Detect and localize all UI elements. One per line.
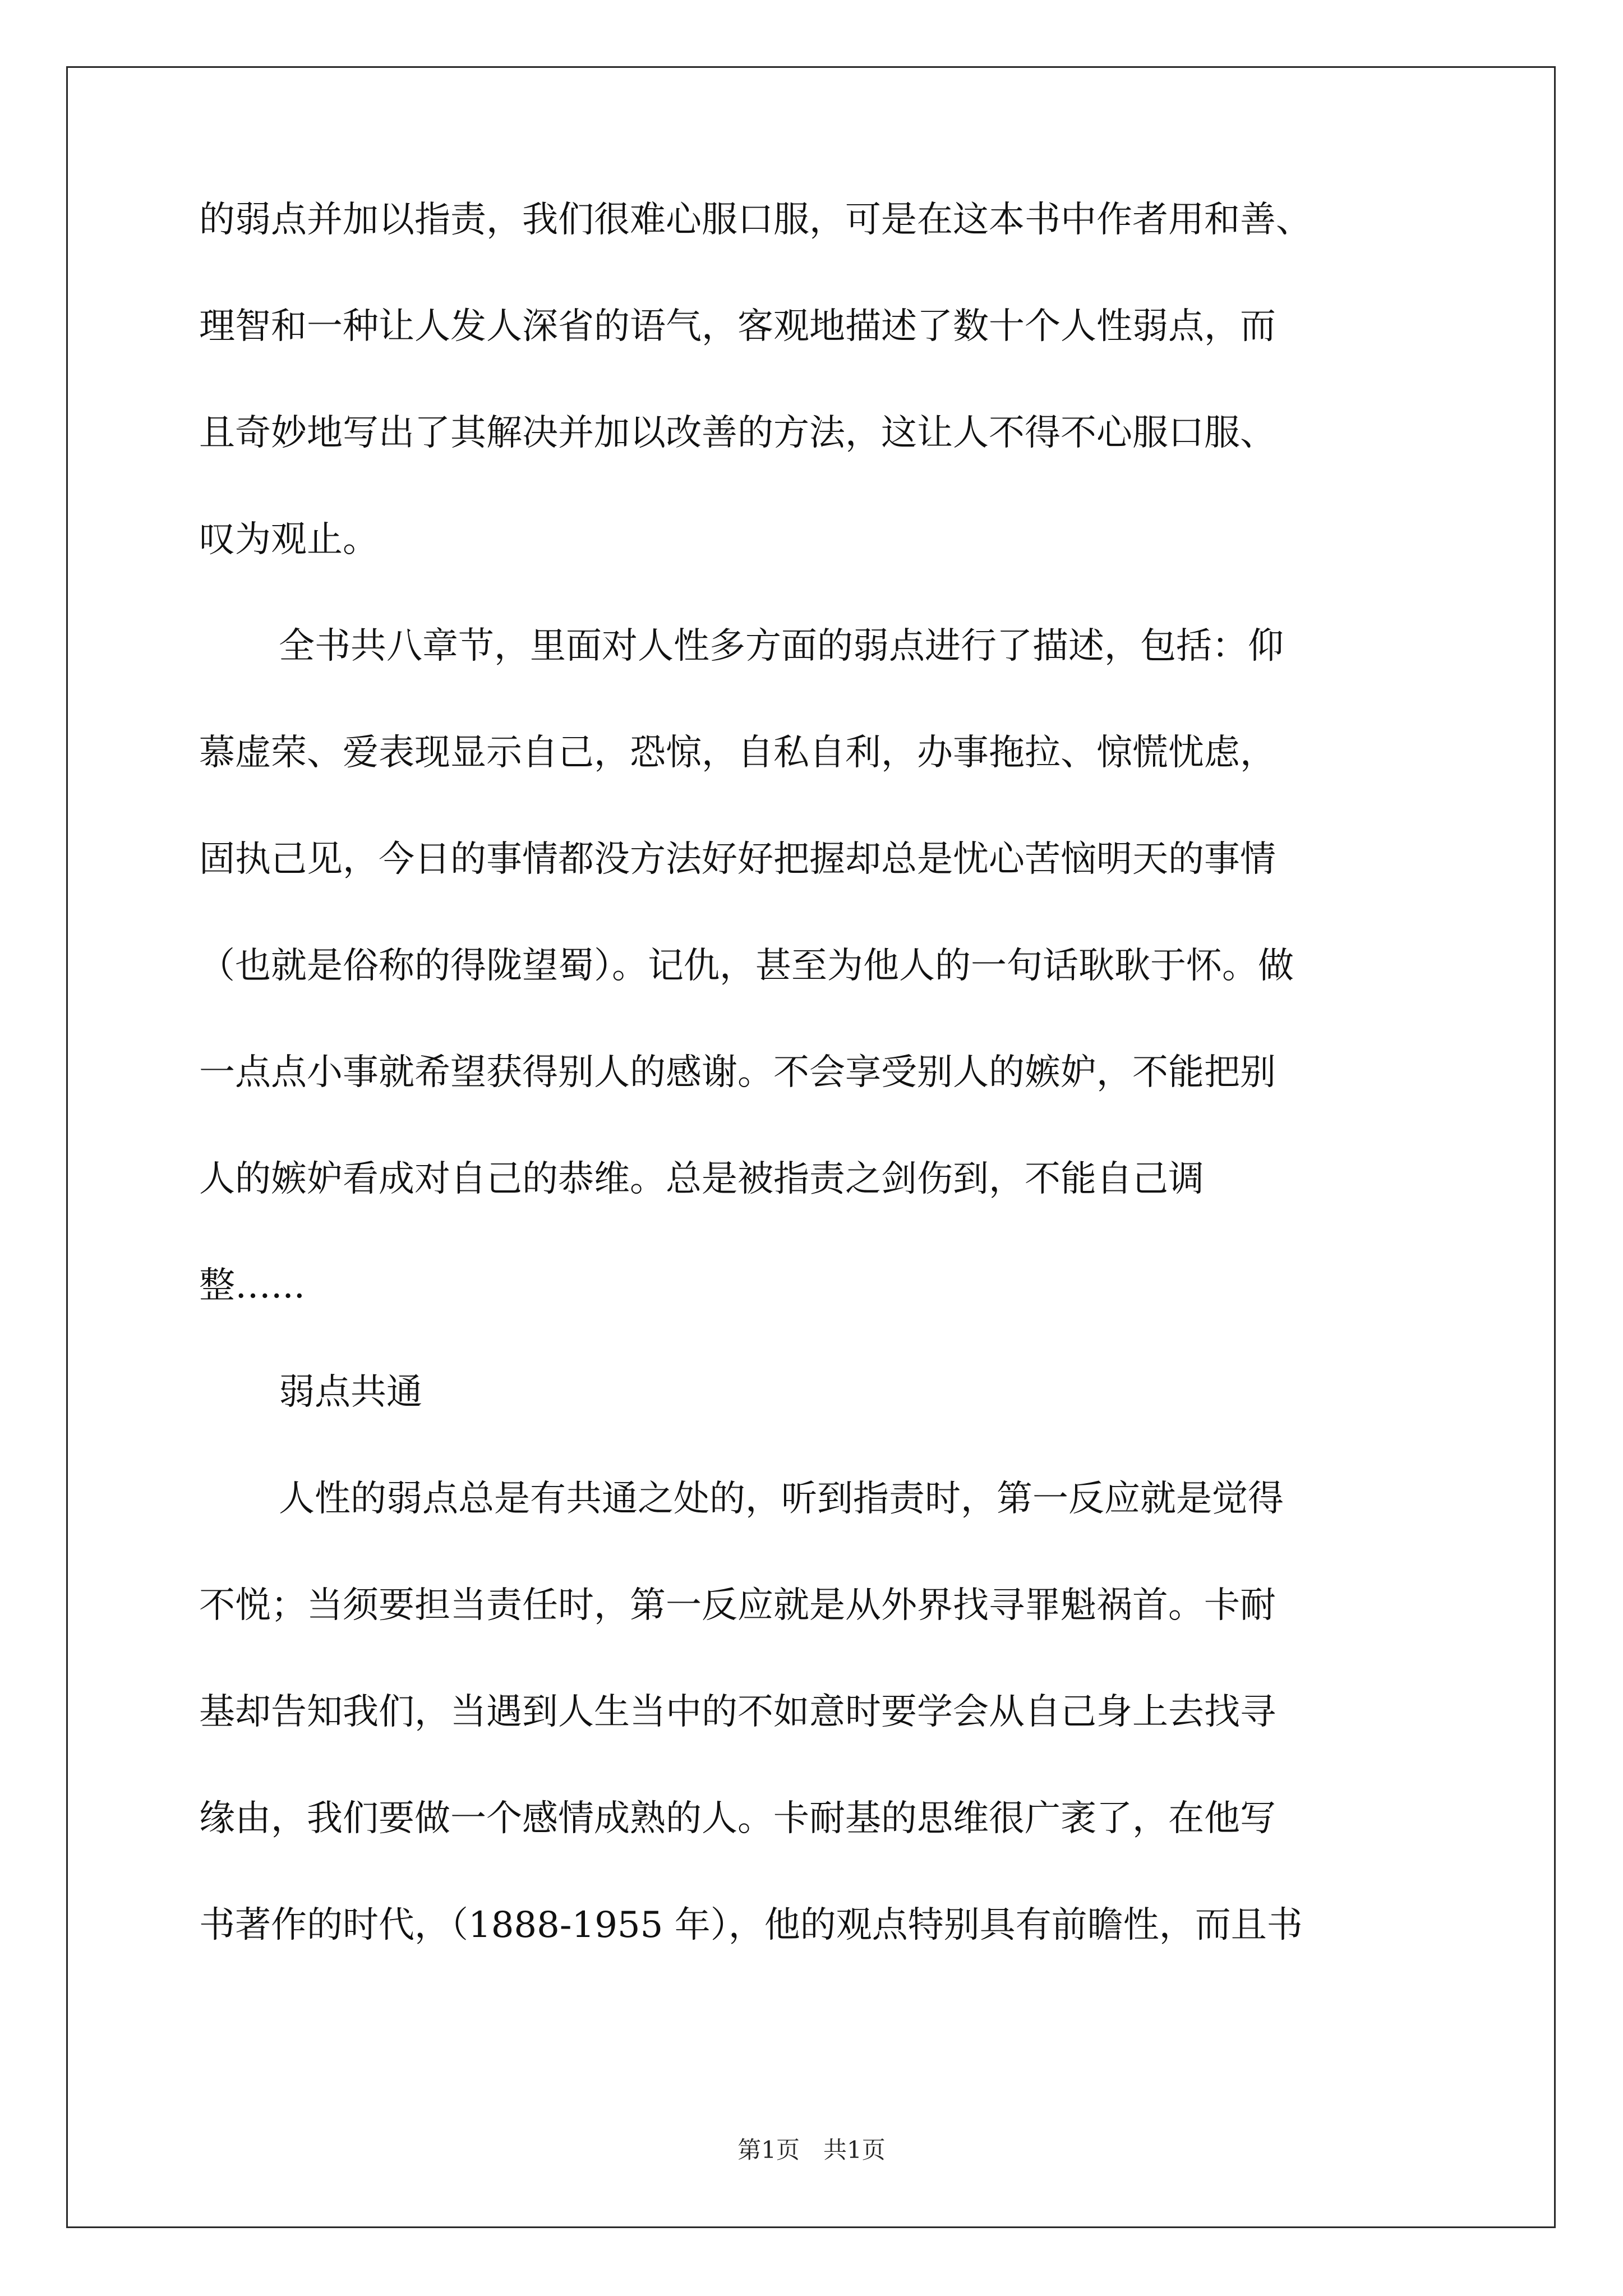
text-line: 整…... [199, 1265, 306, 1306]
section-heading: 弱点共通 [279, 1372, 422, 1413]
page-footer: 第1页 共1页 [737, 2136, 886, 2164]
text-line: 缘由，我们要做一个感情成熟的人。卡耐基的思维很广袤了，在他写 [199, 1798, 1276, 1839]
text-line: （也就是俗称的得陇望蜀）。记仇，甚至为他人的一句话耿耿于怀。做 [199, 945, 1294, 987]
text-line: 一点点小事就希望获得别人的感谢。不会享受别人的嫉妒，不能把别 [199, 1052, 1276, 1093]
text-line: 叹为观止。 [199, 519, 379, 560]
page-border [66, 66, 1556, 2228]
paragraph-first-line: 全书共八章节，里面对人性多方面的弱点进行了描述，包括：仰 [279, 625, 1284, 667]
text-line: 慕虚荣、爱表现显示自己，恐惊，自私自利，办事拖拉、惊慌忧虑， [199, 732, 1276, 774]
text-line: 理智和一种让人发人深省的语气，客观地描述了数十个人性弱点，而 [199, 306, 1276, 347]
text-line: 人的嫉妒看成对自己的恭维。总是被指责之剑伤到，不能自己调 [199, 1158, 1204, 1200]
text-line: 基却告知我们，当遇到人生当中的不如意时要学会从自己身上去找寻 [199, 1691, 1276, 1733]
text-line: 且奇妙地写出了其解决并加以改善的方法，这让人不得不心服口服、 [199, 412, 1276, 454]
paragraph-first-line: 人性的弱点总是有共通之处的，听到指责时，第一反应就是觉得 [279, 1478, 1284, 1520]
text-line: 的弱点并加以指责，我们很难心服口服，可是在这本书中作者用和善、 [199, 199, 1312, 241]
text-line: 不悦；当须要担当责任时，第一反应就是从外界找寻罪魁祸首。卡耐 [199, 1585, 1276, 1626]
text-line: 书著作的时代，（1888-1955 年），他的观点特别具有前瞻性，而且书 [199, 1904, 1303, 1946]
text-line: 固执己见，今日的事情都没方法好好把握却总是忧心苦恼明天的事情 [199, 839, 1276, 880]
